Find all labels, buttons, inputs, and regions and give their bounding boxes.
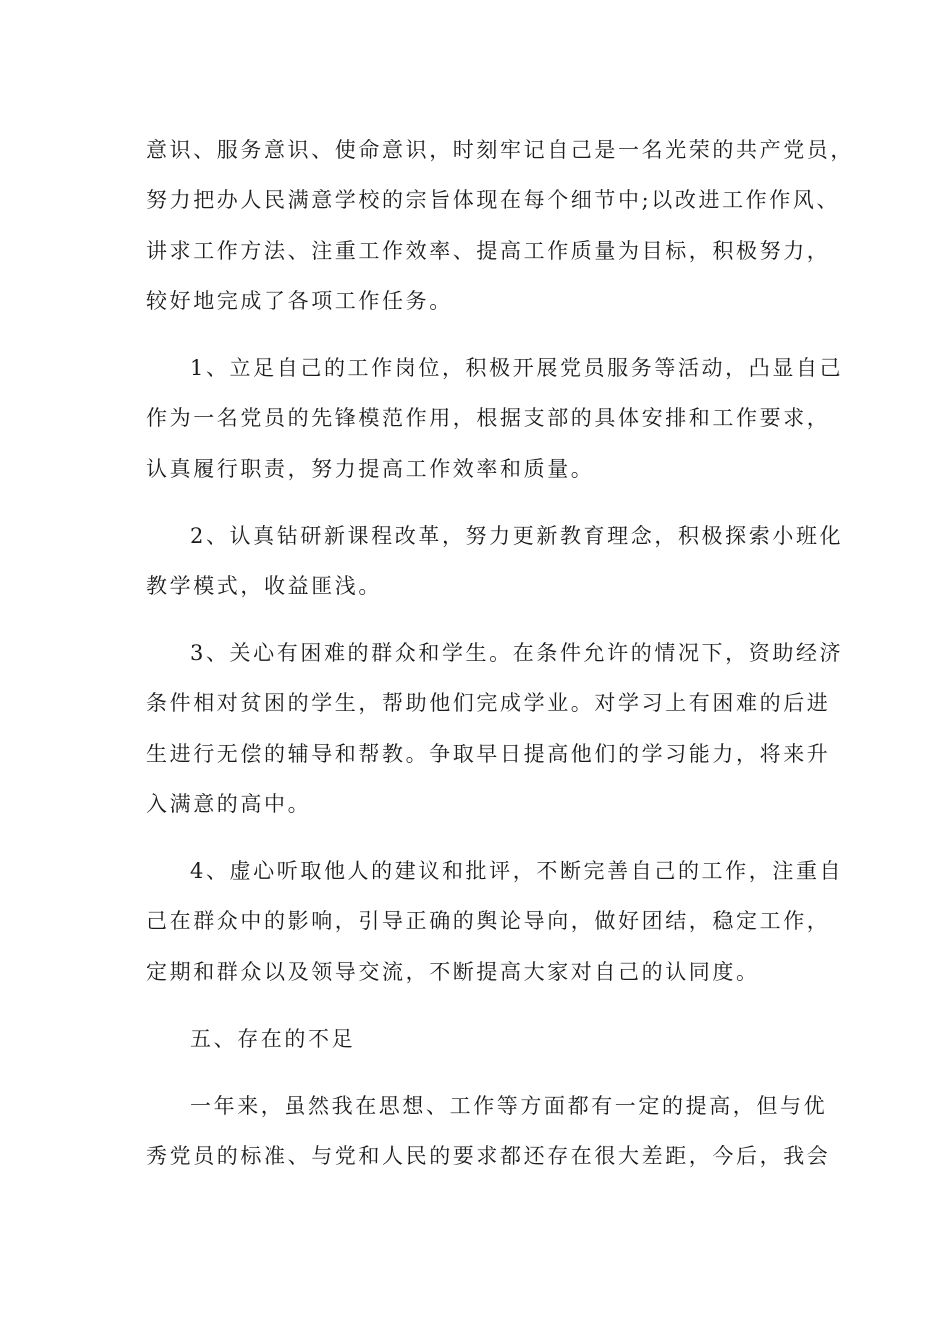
paragraph-line: 意识、服务意识、使命意识，时刻牢记自己是一名光荣的共产党员， xyxy=(146,138,854,162)
list-item-3-line: 3、关心有困难的群众和学生。在条件允许的情况下，资助经济 xyxy=(190,641,844,665)
paragraph-line: 一年来，虽然我在思想、工作等方面都有一定的提高，但与优 xyxy=(190,1094,828,1118)
section-heading: 五、存在的不足 xyxy=(190,1027,356,1051)
list-item-4-line: 定期和群众以及领导交流，不断提高大家对自己的认同度。 xyxy=(146,960,760,984)
list-item-1-line: 1、立足自己的工作岗位，积极开展党员服务等活动，凸显自己 xyxy=(190,356,844,380)
paragraph-line: 努力把办人民满意学校的宗旨体现在每个细节中;以改进工作作风、 xyxy=(146,188,841,212)
list-item-3-line: 生进行无偿的辅导和帮教。争取早日提高他们的学习能力，将来升 xyxy=(146,742,831,766)
paragraph-line: 秀党员的标准、与党和人民的要求都还存在很大差距，今后，我会 xyxy=(146,1144,831,1168)
list-item-2-line: 2、认真钻研新课程改革，努力更新教育理念，积极探索小班化 xyxy=(190,524,844,548)
list-item-4-line: 4、虚心听取他人的建议和批评，不断完善自己的工作，注重自 xyxy=(190,859,844,883)
paragraph-line: 较好地完成了各项工作任务。 xyxy=(146,289,453,313)
list-item-1-line: 作为一名党员的先锋模范作用，根据支部的具体安排和工作要求， xyxy=(146,406,831,430)
list-item-3-line: 入满意的高中。 xyxy=(146,792,312,816)
list-item-2-line: 教学模式，收益匪浅。 xyxy=(146,574,382,598)
list-item-4-line: 己在群众中的影响，引导正确的舆论导向，做好团结，稳定工作， xyxy=(146,909,831,933)
paragraph-line: 讲求工作方法、注重工作效率、提高工作质量为目标，积极努力， xyxy=(146,239,831,263)
list-item-1-line: 认真履行职责，努力提高工作效率和质量。 xyxy=(146,457,595,481)
list-item-3-line: 条件相对贫困的学生，帮助他们完成学业。对学习上有困难的后进 xyxy=(146,691,831,715)
